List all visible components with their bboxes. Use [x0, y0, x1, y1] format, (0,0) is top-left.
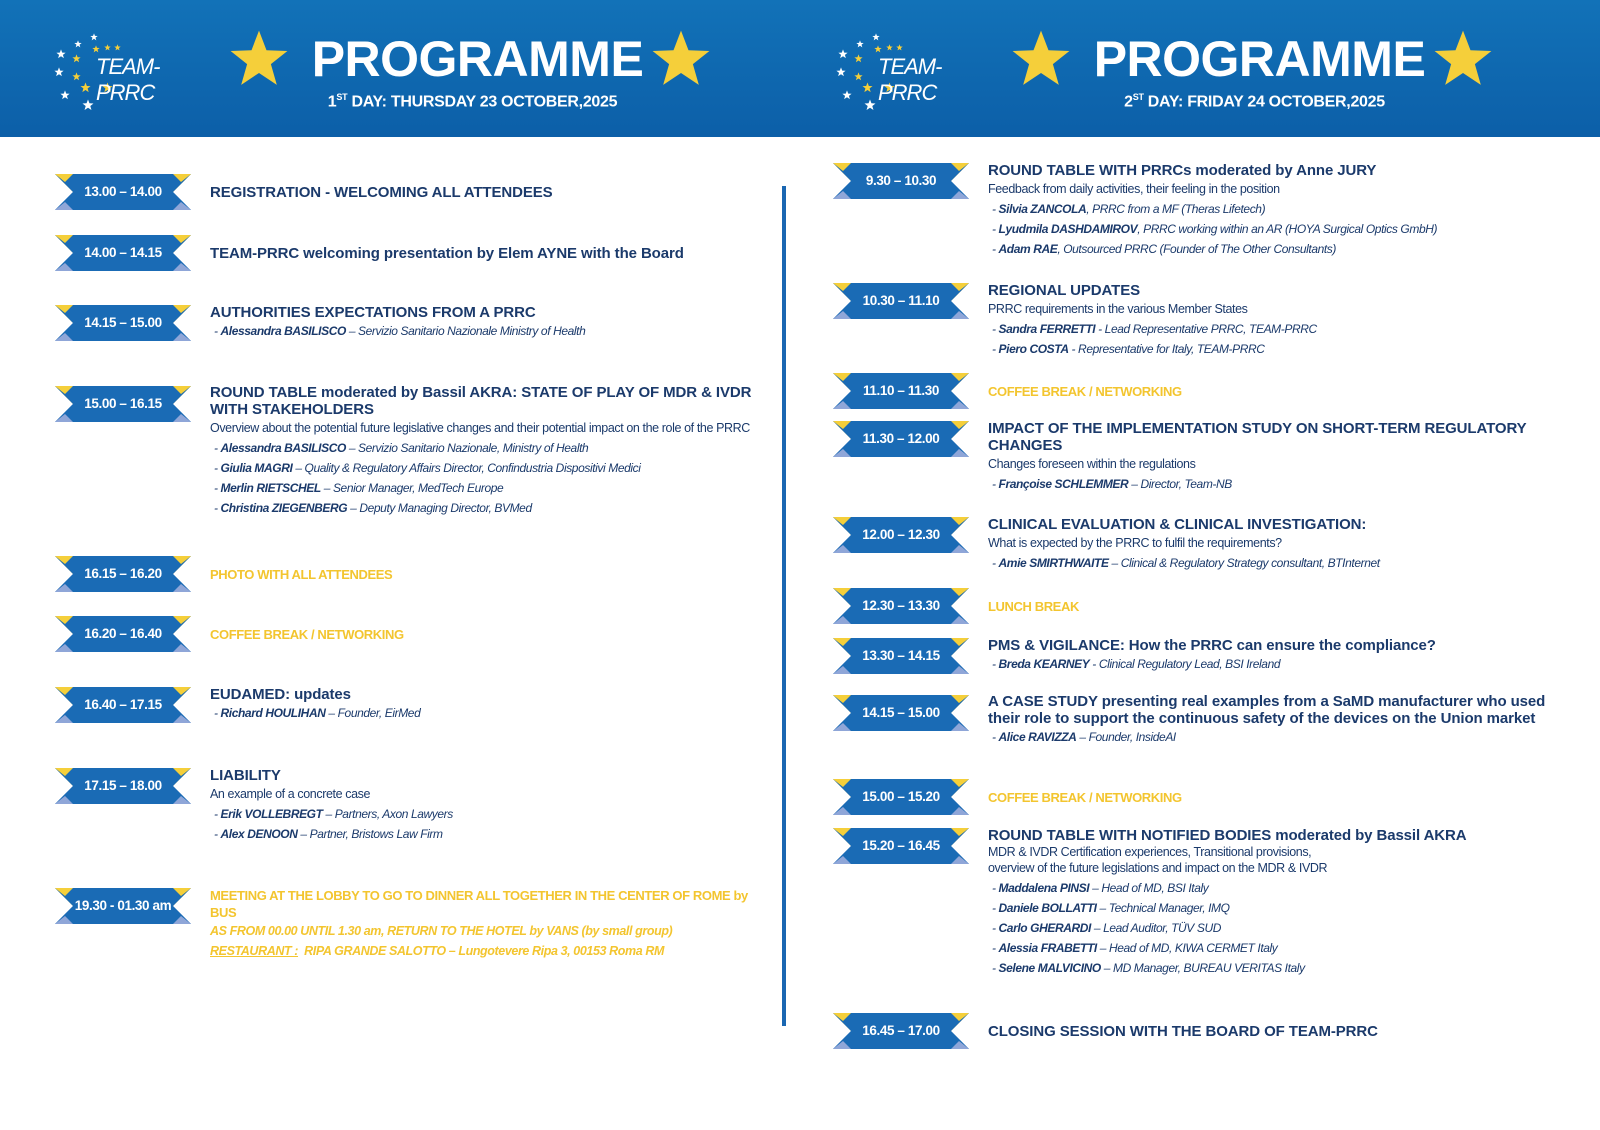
session-content — [988, 789, 1548, 806]
speaker-name: Silvia ZANCOLA — [998, 202, 1087, 216]
speaker-item: - Alex DENOON – Partner, Bristows Law Firm — [214, 827, 443, 841]
session-time: 11.30 – 12.00 — [862, 431, 940, 446]
star-icon — [896, 38, 903, 45]
session-title: PMS & VIGILANCE: How the PRRC can ensure the compliance? — [988, 637, 1436, 654]
star-icon — [838, 46, 848, 56]
session-title: A CASE STUDY presenting real examples from a SaMD manufacturer who used their role to support the continuous safety of the devices on the Union market — [988, 693, 1546, 727]
star-icon — [886, 38, 893, 45]
star-icon — [842, 87, 852, 97]
session-time: 9.30 – 10.30 — [865, 173, 937, 188]
restaurant-label: RESTAURANT : — [210, 944, 299, 958]
speaker-role: – Director, Team-NB — [1128, 477, 1232, 491]
star-icon — [72, 68, 81, 77]
session-content — [210, 887, 770, 961]
speaker-name: Merlin RIETSCHEL — [220, 481, 321, 495]
session-description: An example of a concrete case — [210, 787, 371, 801]
time-badge — [55, 616, 191, 652]
speaker-item: - Alice RAVIZZA – Founder, InsideAI — [992, 730, 1176, 744]
star-icon — [872, 28, 880, 36]
session-description: Overview about the potential future legislative changes and their potential impact on the role of the PRRC — [210, 421, 750, 435]
time-badge — [55, 235, 191, 271]
time-badge — [833, 283, 969, 319]
session-description: Feedback from daily activities, their feeling in the position — [988, 182, 1280, 196]
time-badge — [833, 638, 969, 674]
speaker-role: – Servizio Sanitario Nazionale Ministry of Health — [345, 324, 586, 338]
session-time: 15.20 – 16.45 — [862, 838, 940, 853]
speaker-name: Alessandra BASILISCO — [220, 441, 346, 455]
session-title: EUDAMED: updates — [210, 686, 351, 703]
speaker-item: - Maddalena PINSI – Head of MD, BSI Italy — [992, 881, 1209, 895]
star-icon — [1432, 28, 1494, 90]
session-content — [210, 686, 770, 723]
session-time: 13.00 – 14.00 — [84, 184, 162, 199]
time-badge — [833, 163, 969, 199]
speaker-item: - Alessandra BASILISCO – Servizio Sanitario Nazionale Ministry of Health — [214, 324, 586, 338]
speaker-item: - Alessandra BASILISCO – Servizio Sanitario Nazionale, Ministry of Health — [214, 441, 589, 455]
session-content — [210, 566, 770, 583]
star-icon — [114, 38, 121, 45]
session-content — [210, 184, 770, 201]
session-time: 12.30 – 13.30 — [862, 598, 940, 613]
programme-title: PROGRAMME — [1093, 31, 1426, 87]
star-icon — [60, 87, 70, 97]
speaker-name: Richard HOULIHAN — [220, 706, 326, 720]
speaker-item: - Erik VOLLEBREGT – Partners, Axon Lawyers — [214, 807, 453, 821]
day-suffix: ST — [1132, 92, 1144, 102]
speaker-name: Alessandra BASILISCO — [220, 324, 346, 338]
session-content — [210, 304, 770, 341]
session-title: ROUND TABLE moderated by Bassil AKRA: STATE OF PLAY OF MDR & IVDR WITH STAKEHOLDERS — [210, 384, 752, 418]
star-icon — [650, 28, 712, 90]
star-icon — [104, 38, 111, 45]
session-time: 16.40 – 17.15 — [84, 697, 162, 712]
time-badge — [55, 768, 191, 804]
session-title: AUTHORITIES EXPECTATIONS FROM A PRRC — [210, 304, 536, 321]
speaker-role: - Clinical Regulatory Lead, BSI Ireland — [1089, 657, 1281, 671]
day-label: DAY: FRIDAY 24 OCTOBER,2025 — [1143, 93, 1385, 111]
time-badge — [833, 517, 969, 553]
session-title: CLINICAL EVALUATION & CLINICAL INVESTIGATION: — [988, 516, 1367, 533]
day-suffix: ST — [336, 92, 348, 102]
time-badge — [833, 421, 969, 457]
session-time: 17.15 – 18.00 — [84, 778, 162, 793]
day-number: 2 — [1124, 93, 1133, 111]
session-note: AS FROM 00.00 UNTIL 1.30 am, RETURN TO THE HOTEL by VANS (by small group) — [210, 924, 673, 938]
time-badge — [833, 1013, 969, 1049]
session-title: IMPACT OF THE IMPLEMENTATION STUDY ON SHORT-TERM REGULATORY CHANGES — [988, 420, 1527, 454]
session-time: 14.00 – 14.15 — [84, 245, 162, 260]
session-time: 16.20 – 16.40 — [84, 626, 162, 641]
session-content — [988, 162, 1548, 259]
speaker-role: – Partners, Axon Lawyers — [322, 807, 453, 821]
star-icon — [862, 80, 873, 91]
star-icon — [854, 50, 863, 59]
session-time: 10.30 – 11.10 — [862, 293, 940, 308]
session-title: REGIONAL UPDATES — [988, 282, 1141, 299]
session-content — [210, 626, 770, 643]
team-prrc-logo — [52, 22, 212, 117]
speaker-item: - Alessia FRABETTI – Head of MD, KIWA CERMET Italy — [992, 941, 1278, 955]
speaker-role: – Quality & Regulatory Affairs Director, Confindustria Dispositivi Medici — [292, 461, 641, 475]
session-content — [210, 767, 770, 844]
speaker-role: - Representative for Italy, TEAM-PRRC — [1068, 342, 1265, 356]
time-badge — [55, 888, 191, 924]
star-icon — [54, 64, 64, 74]
time-badge — [55, 687, 191, 723]
day-subtitle — [300, 92, 645, 111]
speaker-role: – Senior Manager, MedTech Europe — [320, 481, 504, 495]
speaker-role: – Clinical & Regulatory Strategy consultant, BTInternet — [1108, 556, 1380, 570]
speaker-item: - Amie SMIRTHWAITE – Clinical & Regulatory Strategy consultant, BTInternet — [992, 556, 1380, 570]
session-time: 13.30 – 14.15 — [862, 648, 940, 663]
speaker-item: - Sandra FERRETTI - Lead Representative PRRC, TEAM-PRRC — [992, 322, 1317, 336]
speaker-name: Sandra FERRETTI — [998, 322, 1096, 336]
speaker-item: - Françoise SCHLEMMER – Director, Team-NB — [992, 477, 1232, 491]
star-icon — [874, 40, 882, 48]
speaker-role: – MD Manager, BUREAU VERITAS Italy — [1100, 961, 1305, 975]
session-time: 15.00 – 16.15 — [84, 396, 162, 411]
speaker-role: , PRRC working within an AR (HOYA Surgical Optics GmbH) — [1137, 222, 1438, 236]
star-icon — [90, 28, 98, 36]
session-title: TEAM-PRRC welcoming presentation by Elem AYNE with the Board — [210, 245, 684, 262]
star-icon — [228, 28, 290, 90]
day1-header — [0, 0, 800, 137]
speaker-name: Selene MALVICINO — [998, 961, 1101, 975]
star-icon — [856, 35, 864, 43]
session-content — [988, 516, 1548, 573]
session-description: MDR & IVDR Certification experiences, Transitional provisions, — [988, 845, 1312, 859]
logo-text: TEAM-PRRC — [878, 54, 942, 105]
session-time: 14.15 – 15.00 — [862, 705, 940, 720]
session-time: 19.30 - 01.30 am — [74, 898, 172, 913]
session-description: Changes foreseen within the regulations — [988, 457, 1196, 471]
speaker-item: - Lyudmila DASHDAMIROV, PRRC working within an AR (HOYA Surgical Optics GmbH) — [992, 222, 1438, 236]
team-prrc-logo — [834, 22, 994, 117]
time-badge — [833, 779, 969, 815]
star-icon — [854, 68, 863, 77]
speaker-name: Amie SMIRTHWAITE — [998, 556, 1109, 570]
speaker-name: Daniele BOLLATTI — [998, 901, 1097, 915]
speaker-name: Giulia MAGRI — [220, 461, 293, 475]
star-icon — [1010, 28, 1072, 90]
speaker-role: – Partner, Bristows Law Firm — [297, 827, 443, 841]
speaker-role: , Outsourced PRRC (Founder of The Other Consultants) — [1057, 242, 1337, 256]
programme-header — [0, 0, 1600, 137]
time-badge — [833, 828, 969, 864]
session-content — [988, 637, 1548, 674]
session-content — [988, 282, 1548, 359]
session-time: 12.00 – 12.30 — [862, 527, 940, 542]
speaker-name: Alex DENOON — [220, 827, 298, 841]
star-icon — [82, 98, 94, 110]
star-icon — [74, 35, 82, 43]
speaker-role: – Technical Manager, IMQ — [1096, 901, 1230, 915]
speaker-name: Erik VOLLEBREGT — [220, 807, 323, 821]
speaker-role: – Head of MD, BSI Italy — [1089, 881, 1209, 895]
logo-text: TEAM-PRRC — [96, 54, 160, 105]
speaker-name: Maddalena PINSI — [998, 881, 1090, 895]
column-divider — [782, 186, 786, 1026]
session-content — [988, 383, 1548, 400]
session-time: 14.15 – 15.00 — [84, 315, 162, 330]
session-title: CLOSING SESSION WITH THE BOARD OF TEAM-PRRC — [988, 1023, 1378, 1040]
restaurant-line — [210, 941, 770, 961]
day-number: 1 — [327, 93, 337, 111]
speaker-role: - Lead Representative PRRC, TEAM-PRRC — [1095, 322, 1317, 336]
speaker-name: Christina ZIEGENBERG — [220, 501, 348, 515]
speaker-name: Françoise SCHLEMMER — [998, 477, 1129, 491]
session-time: 15.00 – 15.20 — [862, 789, 940, 804]
session-content — [988, 827, 1548, 978]
speaker-role: – Founder, InsideAI — [1076, 730, 1176, 744]
session-title: REGISTRATION - WELCOMING ALL ATTENDEES — [210, 184, 553, 201]
session-title: MEETING AT THE LOBBY TO GO TO DINNER ALL TOGETHER IN THE CENTER OF ROME by BUS — [210, 888, 748, 920]
day-subtitle — [1082, 92, 1427, 111]
star-icon — [56, 46, 66, 56]
speaker-name: Breda KEARNEY — [998, 657, 1090, 671]
speaker-item: - Piero COSTA - Representative for Italy, TEAM-PRRC — [992, 342, 1265, 356]
star-icon — [836, 64, 846, 74]
session-title: COFFEE BREAK / NETWORKING — [210, 627, 404, 642]
star-icon — [864, 98, 876, 110]
session-time: 16.15 – 16.20 — [84, 566, 162, 581]
speaker-item: - Giulia MAGRI – Quality & Regulatory Affairs Director, Confindustria Dispositivi Medici — [214, 461, 641, 475]
session-description: PRRC requirements in the various Member States — [988, 302, 1248, 316]
session-content — [210, 245, 770, 262]
speaker-name: Adam RAE — [998, 242, 1058, 256]
time-badge — [833, 695, 969, 731]
session-title: PHOTO WITH ALL ATTENDEES — [210, 567, 393, 582]
session-title: LUNCH BREAK — [988, 599, 1079, 614]
speaker-item: - Selene MALVICINO – MD Manager, BUREAU VERITAS Italy — [992, 961, 1305, 975]
speaker-item: - Adam RAE, Outsourced PRRC (Founder of The Other Consultants) — [992, 242, 1337, 256]
speaker-item: - Breda KEARNEY - Clinical Regulatory Lead, BSI Ireland — [992, 657, 1281, 671]
speaker-item: - Christina ZIEGENBERG – Deputy Managing Director, BVMed — [214, 501, 532, 515]
speaker-item: - Daniele BOLLATTI – Technical Manager, IMQ — [992, 901, 1230, 915]
speaker-name: Carlo GHERARDI — [998, 921, 1091, 935]
speaker-item: - Merlin RIETSCHEL – Senior Manager, MedTech Europe — [214, 481, 504, 495]
speaker-role: – Founder, EirMed — [325, 706, 421, 720]
speaker-role: – Head of MD, KIWA CERMET Italy — [1096, 941, 1278, 955]
star-icon — [80, 80, 91, 91]
speaker-role: , PRRC from a MF (Theras Lifetech) — [1086, 202, 1266, 216]
speaker-name: Lyudmila DASHDAMIROV — [998, 222, 1138, 236]
session-title: LIABILITY — [210, 767, 281, 784]
speaker-item: - Silvia ZANCOLA, PRRC from a MF (Theras Lifetech) — [992, 202, 1266, 216]
session-content — [210, 384, 770, 518]
time-badge — [55, 305, 191, 341]
session-time: 11.10 – 11.30 — [863, 383, 939, 398]
session-title: ROUND TABLE WITH NOTIFIED BODIES moderated by Bassil AKRA — [988, 827, 1467, 844]
speaker-name: Alice RAVIZZA — [998, 730, 1077, 744]
session-description: What is expected by the PRRC to fulfil the requirements? — [988, 536, 1282, 550]
session-content — [988, 693, 1548, 747]
day-label: DAY: THURSDAY 23 OCTOBER,2025 — [347, 93, 618, 111]
session-description: overview of the future legislations and impact on the MDR & IVDR — [988, 861, 1328, 875]
day2-header — [782, 0, 1582, 137]
time-badge — [833, 373, 969, 409]
time-badge — [833, 588, 969, 624]
star-icon — [72, 50, 81, 59]
programme-title: PROGRAMME — [311, 31, 644, 87]
restaurant-address: RIPA GRANDE SALOTTO – Lungotevere Ripa 3, 00153 Roma RM — [298, 944, 664, 958]
time-badge — [55, 556, 191, 592]
session-content — [988, 598, 1548, 615]
session-content — [988, 420, 1548, 494]
session-title: COFFEE BREAK / NETWORKING — [988, 790, 1182, 805]
session-content — [988, 1023, 1548, 1040]
speaker-role: – Servizio Sanitario Nazionale, Ministry of Health — [345, 441, 589, 455]
speaker-item: - Richard HOULIHAN – Founder, EirMed — [214, 706, 421, 720]
session-title: ROUND TABLE WITH PRRCs moderated by Anne JURY — [988, 162, 1377, 179]
speaker-name: Piero COSTA — [998, 342, 1069, 356]
speaker-role: – Deputy Managing Director, BVMed — [347, 501, 532, 515]
time-badge — [55, 386, 191, 422]
session-title: COFFEE BREAK / NETWORKING — [988, 384, 1182, 399]
speaker-role: – Lead Auditor, TÜV SUD — [1090, 921, 1221, 935]
session-time: 16.45 – 17.00 — [862, 1023, 940, 1038]
speaker-item: - Carlo GHERARDI – Lead Auditor, TÜV SUD — [992, 921, 1221, 935]
star-icon — [92, 40, 100, 48]
time-badge — [55, 174, 191, 210]
speaker-name: Alessia FRABETTI — [998, 941, 1097, 955]
